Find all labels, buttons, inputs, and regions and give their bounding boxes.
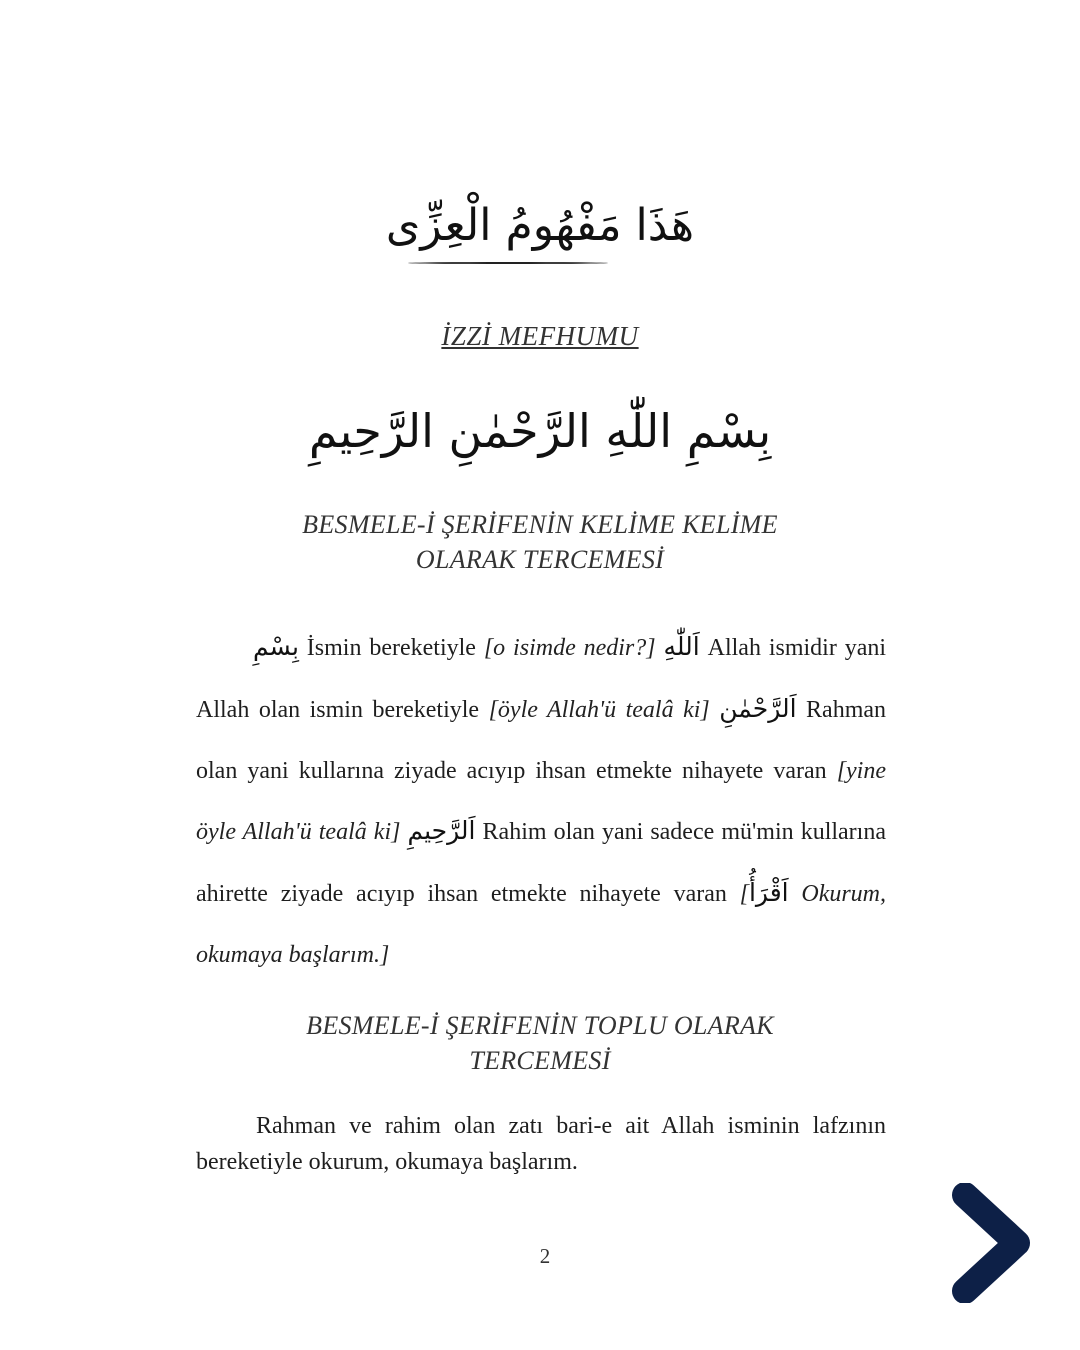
arabic-word-allah: اَللّٰهِ: [663, 632, 700, 661]
collective-translation: Rahman ve rahim olan zatı bari-e ait Allah isminin lafzının bereketiyle okurum, okumaya başlarım.: [196, 1113, 886, 1175]
next-page-button[interactable]: [951, 1183, 1035, 1303]
translation-text: Allah ismidir yani Allah olan ismin bereketiyle: [196, 635, 887, 723]
heading-line: TERCEMESİ: [469, 1046, 611, 1075]
arabic-word-rahman: اَلرَّحْمٰنِ: [719, 693, 797, 723]
translation-text: Rahim olan yani sadece mü'min kullarına ahirette ziyade acıyıp ihsan etmekte nihayete varan: [196, 819, 886, 908]
section-heading-collective: [0, 1008, 1080, 1078]
bracketed-note: [öyle Allah'ü tealâ ki]: [488, 696, 710, 723]
heading-line: BESMELE-İ ŞERİFENİN TOPLU OLARAK: [306, 1011, 774, 1040]
bracket-open: [: [739, 881, 749, 908]
bracketed-note: Okurum, okumaya başlarım.]: [196, 881, 887, 968]
arabic-word-rahim: اَلرَّحِيمِ: [407, 816, 476, 846]
bracketed-note: [yine öyle Allah'ü tealâ ki]: [196, 757, 886, 846]
calligraphy-flourish: [408, 262, 608, 264]
page-title: İZZİ MEFHUMU: [441, 321, 639, 351]
arabic-word-bismi: بِسْمِ: [253, 632, 299, 661]
heading-line: BESMELE-İ ŞERİFENİN KELİME KELİME: [302, 510, 778, 539]
translation-text: İsmin bereketiyle: [306, 635, 476, 661]
arabic-word-akrau: اَقْرَأُ: [748, 878, 789, 908]
arabic-title: هَذَا مَفْهُومُ الْعِزِّى: [385, 200, 695, 251]
section-heading-word-by-word: [0, 507, 1080, 577]
basmala-calligraphy: بِسْمِ اللّٰهِ الرَّحْمٰنِ الرَّحِيمِ: [308, 404, 772, 458]
translation-text: Rahman olan yani kullarına ziyade acıyıp ihsan etmekte nihayete varan: [196, 696, 887, 784]
page-number: 2: [539, 1244, 551, 1268]
word-by-word-translation: [196, 617, 886, 986]
chevron-right-icon: [951, 1183, 1035, 1303]
bracketed-note: [o isimde nedir?]: [483, 635, 656, 661]
heading-line: OLARAK TERCEMESİ: [415, 545, 665, 574]
